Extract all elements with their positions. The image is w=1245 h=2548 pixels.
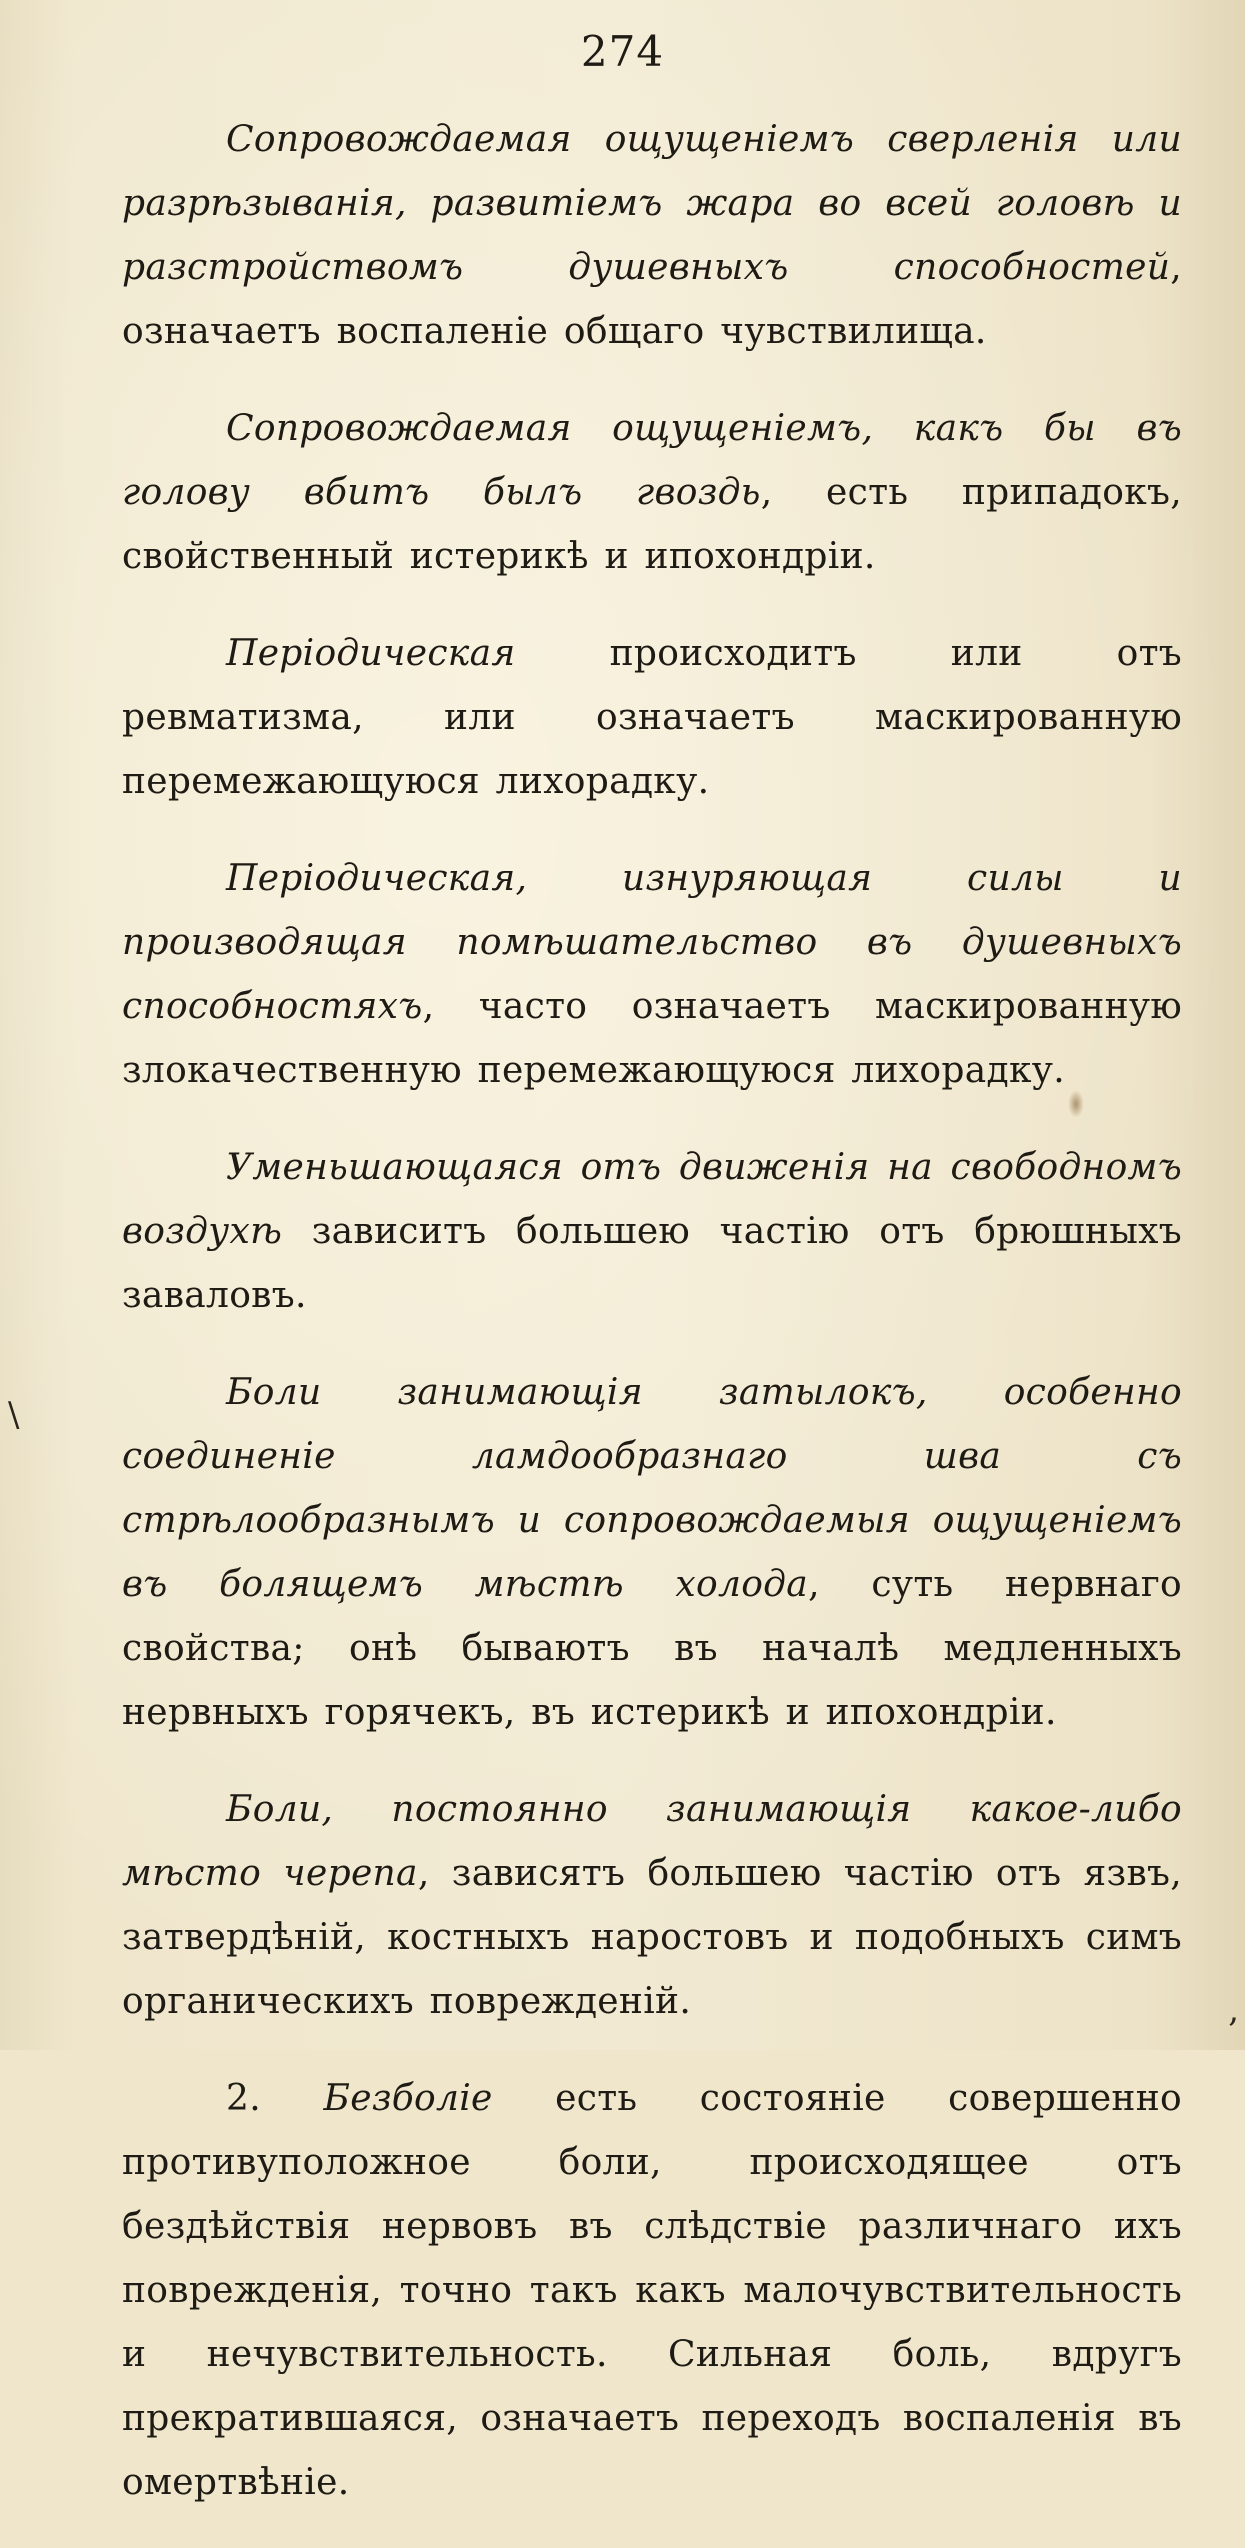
- italic-term: Боли занимающiя затылокъ, особенно соединенiе ламдообразнаго шва съ стрѣлообразнымъ и сопровождаемыя ощущенiемъ въ болящемъ мѣстѣ холода: [122, 1372, 1182, 1605]
- paragraph: [122, 622, 1182, 814]
- paragraph-text: зависитъ большею частiю отъ брюшныхъ заваловъ.: [122, 1211, 1182, 1316]
- numbered-paragraph: [122, 2067, 1182, 2515]
- paragraph-text: , есть припадокъ, свойственный истерикѣ и ипохондрiи.: [122, 472, 1182, 577]
- paragraph-text: , означаетъ воспаленiе общаго чувствилища.: [122, 247, 1182, 352]
- paragraph: [122, 1778, 1182, 2034]
- italic-term: Боли, постоянно занимающiя какое-либо мѣсто черепа: [122, 1789, 1182, 1894]
- paragraph: [122, 847, 1182, 1103]
- section-number: 2.: [226, 2078, 261, 2119]
- page-body: [122, 108, 1182, 2548]
- paragraph-text: , часто означаетъ маскированную злокачественную перемежающуюся лихорадку.: [122, 986, 1182, 1091]
- italic-term: Уменьшающаяся отъ движенiя на свободномъ воздухѣ: [122, 1147, 1182, 1252]
- paragraph: [122, 397, 1182, 589]
- italic-term: Сопровождаемая ощущенiемъ, какъ бы въ голову вбитъ былъ гвоздь: [122, 408, 1182, 513]
- paragraph: [122, 1361, 1182, 1745]
- italic-term: Сопровождаемая ощущенiемъ сверленiя или разрѣзыванiя, развитiемъ жара во всей головѣ и разстройствомъ душевныхъ способностей: [122, 119, 1182, 288]
- paragraph-text: есть состоянiе совершенно противуположное боли, происходящее отъ бездѣйствiя нервовъ въ слѣдствiе различнаго ихъ поврежденiя, точно такъ какъ малочувствительность и нечувствительность. Сильная боль, вдругъ прекратившаяся, означаетъ переходъ воспаленiя въ омертвѣнiе.: [122, 2078, 1182, 2503]
- italic-term: Перiодическая: [226, 633, 516, 674]
- paragraph-text: , суть нервнаго свойства; онѣ бываютъ въ началѣ медленныхъ нервныхъ горячекъ, въ истерикѣ и ипохондрiи.: [122, 1564, 1182, 1733]
- page-number: 274: [580, 27, 665, 76]
- paragraph-text: , зависятъ большею частiю отъ язвъ, затвердѣнiй, костныхъ наростовъ и подобныхъ симъ органическихъ поврежденiй.: [122, 1853, 1183, 2022]
- margin-mark: ,: [1228, 1990, 1239, 2030]
- paragraph-text: происходитъ или отъ ревматизма, или означаетъ маскированную перемежающуюся лихорадку.: [122, 633, 1182, 802]
- paper-stain: [1068, 1090, 1084, 1118]
- italic-term: Безболiе: [323, 2078, 493, 2119]
- paragraph: [122, 1136, 1182, 1328]
- italic-term: Перiодическая, изнуряющая силы и производящая помѣшательство въ душевныхъ способностяхъ: [122, 858, 1182, 1027]
- paragraph: [122, 108, 1182, 364]
- margin-mark: \: [8, 1395, 20, 1435]
